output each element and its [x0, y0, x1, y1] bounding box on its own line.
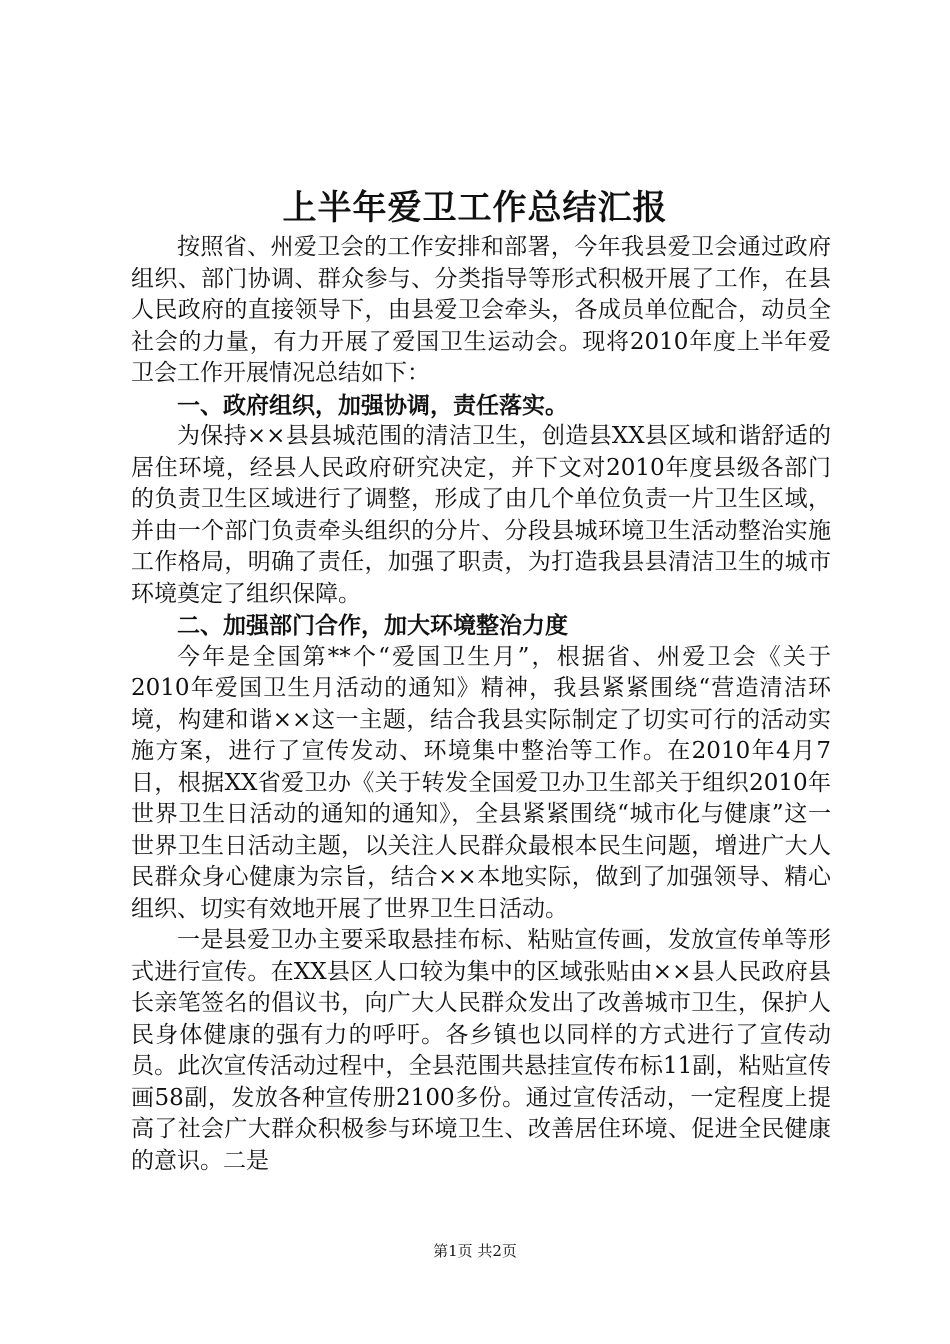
page-footer: 第1页 共2页	[433, 1242, 517, 1260]
section-heading-2: 二、加强部门合作，加大环境整治力度	[177, 612, 568, 639]
intro-paragraph: 按照省、州爱卫会的工作安排和部署，今年我县爱卫会通过政府组织、部门协调、群众参与、分类指导等形式积极开展了工作，在县人民政府的直接领导下，由县爱卫会牵头，各成员单位配合，动员全社会的力量，有力开展了爱国卫生运动会。现将2010年度上半年爱卫会工作开展情况总结如下：	[131, 234, 831, 386]
section-heading-1: 一、政府组织，加强协调，责任落实。	[177, 391, 568, 419]
section-1-paragraph: 为保持××县县城范围的清洁卫生，创造县XX县区域和谐舒适的居住环境，经县人民政府研究决定，并下文对2010年度县级各部门的负责卫生区域进行了调整，形成了由几个单位负责一片卫生区域，并由一个部门负责牵头组织的分片、分段县城环境卫生活动整治实施工作格局，明确了责任，加强了职责，为打造我县县清洁卫生的城市环境奠定了组织保障。	[131, 423, 831, 607]
document-title: 上半年爱卫工作总结汇报	[282, 188, 668, 228]
section-2-paragraph-1: 今年是全国第**个“爱国卫生月”，根据省、州爱卫会《关于2010年爱国卫生月活动的通知》精神，我县紧紧围绕“营造清洁环境，构建和谐××这一主题，结合我县实际制定了切实可行的活动实施方案，进行了宣传发动、环境集中整治等工作。在2010年4月7日，根据XX省爱卫办《关于转发全国爱卫办卫生部关于组织2010年世界卫生日活动的通知的通知》，全县紧紧围绕“城市化与健康”这一世界卫生日活动主题，以关注人民群众最根本民生问题，增进广大人民群众身心健康为宗旨，结合××本地实际，做到了加强领导、精心组织、切实有效地开展了世界卫生日活动。	[131, 643, 831, 922]
section-2-paragraph-2: 一是县爱卫办主要采取悬挂布标、粘贴宣传画，发放宣传单等形式进行宣传。在XX县区人口较为集中的区域张贴由××县人民政府县长亲笔签名的倡议书，向广大人民群众发出了改善城市卫生，保护人民身体健康的强有力的呼吁。各乡镇也以同样的方式进行了宣传动员。此次宣传活动过程中，全县范围共悬挂宣传布标11副，粘贴宣传画58副，发放各种宣传册2100多份。通过宣传活动，一定程度上提高了社会广大群众积极参与环境卫生、改善居住环境、促进全民健康的意识。二是	[131, 927, 831, 1174]
document-body	[131, 232, 831, 1177]
